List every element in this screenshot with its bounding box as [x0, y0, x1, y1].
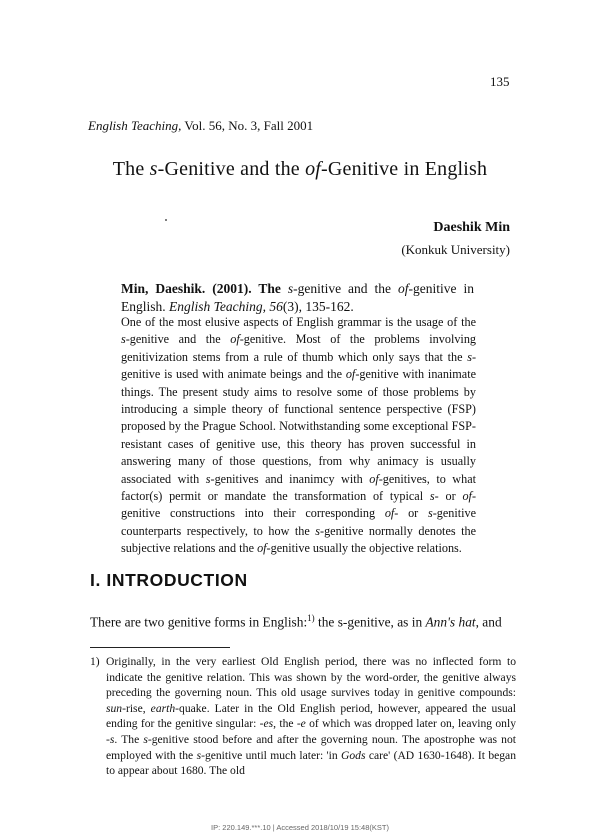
abstract-text: of	[345, 367, 356, 382]
footnote-text-segment: s	[196, 748, 202, 762]
abstract-text: -genitive with inanimate things. The present study aims to resolve some of those problems by introducing a simple theory of functional sentence perspective (FSP) proposed by the Prague School. Notwithstanding some exceptional FSP-resistant cases of genitive use, this theory has proven successful in answering many of those questions, from why animacy is usually associated with	[121, 367, 476, 486]
abstract-text: s	[315, 523, 321, 538]
abstract-text: -genitives and inanimcy with	[210, 471, 370, 486]
abstract-paragraph	[121, 314, 476, 558]
abstract-text: of	[384, 506, 395, 521]
abstract-text: -genitive constructions into their corresponding	[121, 489, 476, 521]
footnote-text-segment: , the	[273, 717, 297, 731]
footnote-divider	[90, 647, 230, 648]
footnote-text-segment: -genitive stood before and after the governing noun. The apostrophe was not employed with the	[106, 732, 516, 762]
footnote-text-segment: of which was dropped later on, leaving only	[305, 717, 517, 731]
abstract-text: -genitive usually the objective relations.	[266, 541, 462, 556]
footnote-text-segment: -quake. Later in the Old English period, however, appeared the usual ending for the genitive singular:	[106, 701, 516, 731]
abstract-text: of	[257, 541, 267, 556]
abstract-text: s	[429, 489, 435, 504]
abstract-text: -genitives, to what factor(s) permit or mandate the transformation of typical	[121, 471, 476, 504]
abstract-text: s	[427, 506, 433, 521]
section-heading: I. INTRODUCTION	[90, 570, 248, 590]
footnote-text-segment: sun	[106, 701, 123, 715]
footnote-text-segment: care' (AD 1630-1648). It began to appear about 1680. The old	[106, 748, 517, 778]
footnote	[90, 654, 517, 779]
author-affiliation: (Konkuk University)	[401, 242, 510, 257]
journal-name: English Teaching,	[88, 118, 182, 133]
abstract-text: -genitive and the	[125, 332, 231, 347]
abstract-text: One of the most elusive aspects of English grammar is the usage of the	[121, 315, 476, 329]
reference-citation: Min, Daeshik. (2001). The s-genitive and the of-genitive in English. English Teaching, 56(3), 135-162.	[121, 281, 474, 314]
footnote-text-segment: earth	[150, 701, 176, 715]
abstract-text: s	[467, 349, 472, 364]
abstract-text: -genitive counterparts respectively, to how the	[121, 506, 477, 538]
footnote-text-segment: -genitive until much later: 'in	[201, 748, 341, 762]
page-number: 135	[490, 74, 510, 89]
abstract-text: of	[230, 332, 240, 347]
abstract-text: s	[205, 471, 211, 486]
journal-citation-header	[88, 118, 313, 134]
footnote-text-segment: s	[143, 732, 148, 746]
footnote-text-segment: -rise,	[122, 701, 151, 715]
journal-volume: Vol. 56, No. 3, Fall 2001	[181, 118, 314, 133]
scan-speck	[165, 219, 167, 221]
footnote-text	[106, 655, 516, 777]
footnote-text-segment: Originally, in the very earliest Old English period, there was no inflected form to indicate the genitive relation. This was shown by the word-order, the genitive always preceding the governing noun. This old usage survives today in genitive compounds:	[106, 655, 516, 700]
footnote-text-segment: -s	[106, 732, 115, 746]
intro-paragraph: There are two genitive forms in English:$^{1)}$ the s-genitive, as in Ann's hat, and	[90, 613, 502, 630]
abstract-text: of	[369, 471, 379, 486]
footnote-mark: 1)	[90, 655, 100, 668]
abstract-text: -genitive normally denotes the subjective relations and the	[121, 523, 476, 556]
abstract-text: -genitive is used with animate beings and the	[121, 349, 476, 382]
author-name: Daeshik Min	[433, 220, 510, 235]
abstract-text: -genitive. Most of the problems involving genitivization stems from a rule of thumb which only says that the	[121, 332, 477, 364]
abstract-text: of	[462, 489, 472, 504]
footnote-reference[interactable]: 1)	[307, 613, 315, 623]
abstract-text: - or	[394, 506, 428, 521]
footnote-text-segment: . The	[114, 732, 144, 746]
abstract-text: s	[121, 332, 126, 347]
footnote-text-segment: -es	[259, 717, 274, 731]
access-watermark: IP: 220.149.***.10 | Accessed 2018/10/19 15:48(KST)	[211, 823, 389, 832]
footnote-text-segment: -e	[296, 717, 306, 731]
abstract-text: - or	[434, 489, 463, 504]
paper-title: The s-Genitive and the of-Genitive in English	[112, 158, 488, 180]
footnote-text-segment: Gods	[341, 748, 366, 762]
